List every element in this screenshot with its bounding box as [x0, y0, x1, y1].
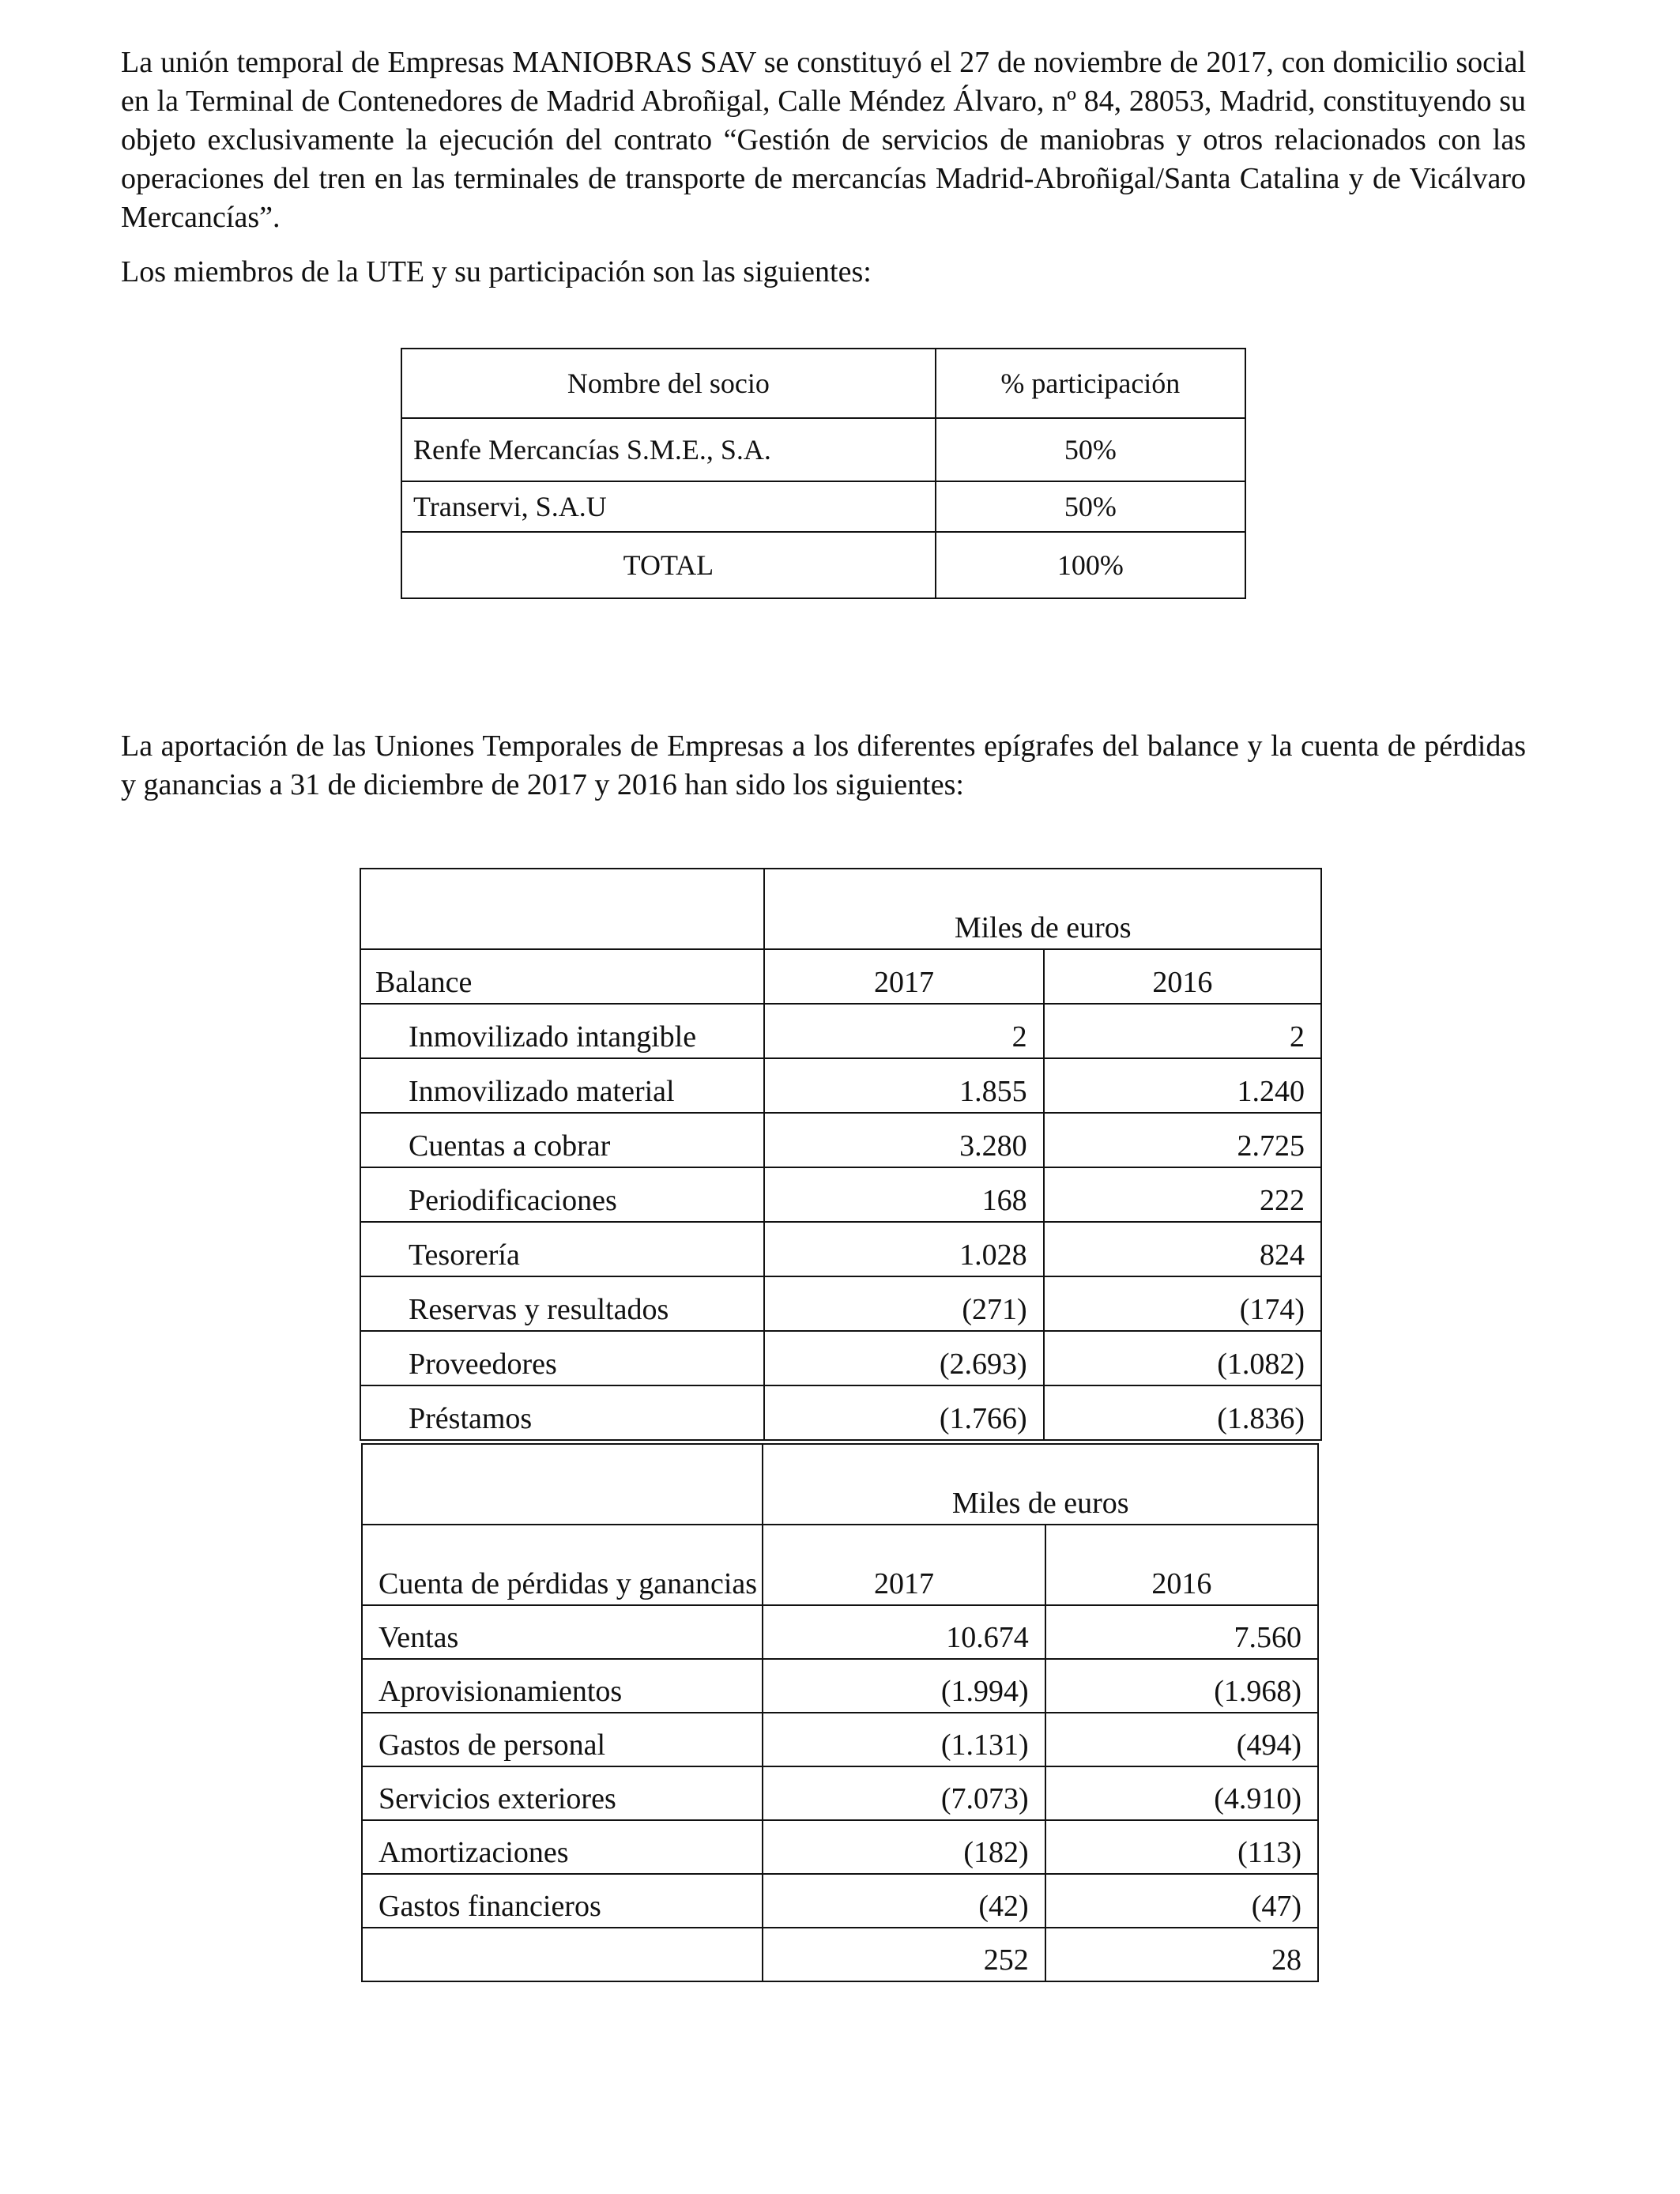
- row-label: Inmovilizado material: [360, 1058, 764, 1113]
- value-2017: 10.674: [763, 1605, 1045, 1659]
- row-label: Préstamos: [360, 1385, 764, 1440]
- row-label: Proveedores: [360, 1331, 764, 1385]
- row-label: Gastos financieros: [362, 1874, 763, 1928]
- value-2016: 7.560: [1045, 1605, 1318, 1659]
- value-2016: 824: [1044, 1222, 1321, 1276]
- value-2016: (113): [1045, 1820, 1318, 1874]
- total-label: TOTAL: [401, 532, 936, 598]
- intro-paragraph: La unión temporal de Empresas MANIOBRAS SAV se constituyó el 27 de noviembre de 2017, con domicilio social en la Terminal de Contenedores de Madrid Abroñigal, Calle Méndez Álvaro, nº 84, 28053, Madrid, constituyendo su objeto exclusivamente la ejecución del contrato “Gestión de servicios de maniobras y otros relacionados con las operaciones del tren en las terminales de transporte de mercancías Madrid-Abroñigal/Santa Catalina y de Vicálvaro Mercancías”.: [121, 46, 1526, 234]
- year-2016: 2016: [1045, 1525, 1318, 1605]
- value-2017: 3.280: [764, 1113, 1043, 1167]
- table-row: [401, 418, 1245, 481]
- table-row: [360, 1113, 1321, 1167]
- value-2016: (47): [1045, 1874, 1318, 1928]
- table-row: [360, 1331, 1321, 1385]
- value-2016: (4.910): [1045, 1766, 1318, 1820]
- row-label: Cuentas a cobrar: [360, 1113, 764, 1167]
- value-2017: (1.766): [764, 1385, 1043, 1440]
- value-2017: (1.131): [763, 1713, 1045, 1766]
- partner-share: 50%: [936, 481, 1245, 532]
- unit-header-row: [362, 1444, 1318, 1525]
- balance-table: [360, 868, 1322, 1441]
- table-row: [360, 1222, 1321, 1276]
- value-2017: 168: [764, 1167, 1043, 1222]
- section-label: Balance: [360, 949, 764, 1004]
- row-label: Gastos de personal: [362, 1713, 763, 1766]
- unit-header: Miles de euros: [764, 869, 1321, 949]
- value-2016: 1.240: [1044, 1058, 1321, 1113]
- table-row: [362, 1605, 1318, 1659]
- table-header-row: [401, 349, 1245, 418]
- value-2016: 2.725: [1044, 1113, 1321, 1167]
- contribution-intro-text: La aportación de las Uniones Temporales de Empresas a los diferentes epígrafes del balance y la cuenta de pérdidas y ganancias a 31 de diciembre de 2017 y 2016 han sido los siguientes:: [121, 729, 1526, 801]
- value-2017: 1.855: [764, 1058, 1043, 1113]
- partner-name: Renfe Mercancías S.M.E., S.A.: [401, 418, 936, 481]
- table-row: [362, 1713, 1318, 1766]
- value-2017: (42): [763, 1874, 1045, 1928]
- row-label: Ventas: [362, 1605, 763, 1659]
- row-label: Reservas y resultados: [360, 1276, 764, 1331]
- year-header-row: [360, 949, 1321, 1004]
- table-row: [360, 1276, 1321, 1331]
- year-2017: 2017: [764, 949, 1043, 1004]
- table-row: [362, 1766, 1318, 1820]
- year-header-row: [362, 1525, 1318, 1605]
- unit-header: Miles de euros: [763, 1444, 1318, 1525]
- table-row: [360, 1385, 1321, 1440]
- unit-header-row: [360, 869, 1321, 949]
- header-partner-name: Nombre del socio: [401, 349, 936, 418]
- value-2016: 2: [1044, 1004, 1321, 1058]
- header-participation: % participación: [936, 349, 1245, 418]
- empty-cell: [362, 1444, 763, 1525]
- table-row: [401, 481, 1245, 532]
- total-2017: 252: [763, 1928, 1045, 1981]
- total-row: [401, 532, 1245, 598]
- table-row: [362, 1874, 1318, 1928]
- members-table: [401, 348, 1246, 599]
- members-intro-text: Los miembros de la UTE y su participación son las siguientes:: [121, 255, 872, 288]
- total-2016: 28: [1045, 1928, 1318, 1981]
- row-label: Aprovisionamientos: [362, 1659, 763, 1713]
- value-2017: (182): [763, 1820, 1045, 1874]
- section-label: Cuenta de pérdidas y ganancias: [362, 1525, 763, 1605]
- year-2016: 2016: [1044, 949, 1321, 1004]
- value-2016: (1.968): [1045, 1659, 1318, 1713]
- value-2016: (1.082): [1044, 1331, 1321, 1385]
- value-2017: (7.073): [763, 1766, 1045, 1820]
- row-label: Amortizaciones: [362, 1820, 763, 1874]
- value-2016: 222: [1044, 1167, 1321, 1222]
- partner-share: 50%: [936, 418, 1245, 481]
- total-row: [362, 1928, 1318, 1981]
- row-label: Servicios exteriores: [362, 1766, 763, 1820]
- table-row: [360, 1167, 1321, 1222]
- table-row: [360, 1058, 1321, 1113]
- value-2016: (494): [1045, 1713, 1318, 1766]
- value-2016: (1.836): [1044, 1385, 1321, 1440]
- value-2017: (271): [764, 1276, 1043, 1331]
- value-2017: (2.693): [764, 1331, 1043, 1385]
- year-2017: 2017: [763, 1525, 1045, 1605]
- table-row: [360, 1004, 1321, 1058]
- table-row: [362, 1820, 1318, 1874]
- row-label: Inmovilizado intangible: [360, 1004, 764, 1058]
- table-row: [362, 1659, 1318, 1713]
- value-2017: 1.028: [764, 1222, 1043, 1276]
- profit-loss-table: [361, 1443, 1319, 1982]
- row-label: Tesorería: [360, 1222, 764, 1276]
- value-2017: 2: [764, 1004, 1043, 1058]
- empty-cell: [360, 869, 764, 949]
- value-2016: (174): [1044, 1276, 1321, 1331]
- total-share: 100%: [936, 532, 1245, 598]
- partner-name: Transervi, S.A.U: [401, 481, 936, 532]
- value-2017: (1.994): [763, 1659, 1045, 1713]
- total-label: [362, 1928, 763, 1981]
- row-label: Periodificaciones: [360, 1167, 764, 1222]
